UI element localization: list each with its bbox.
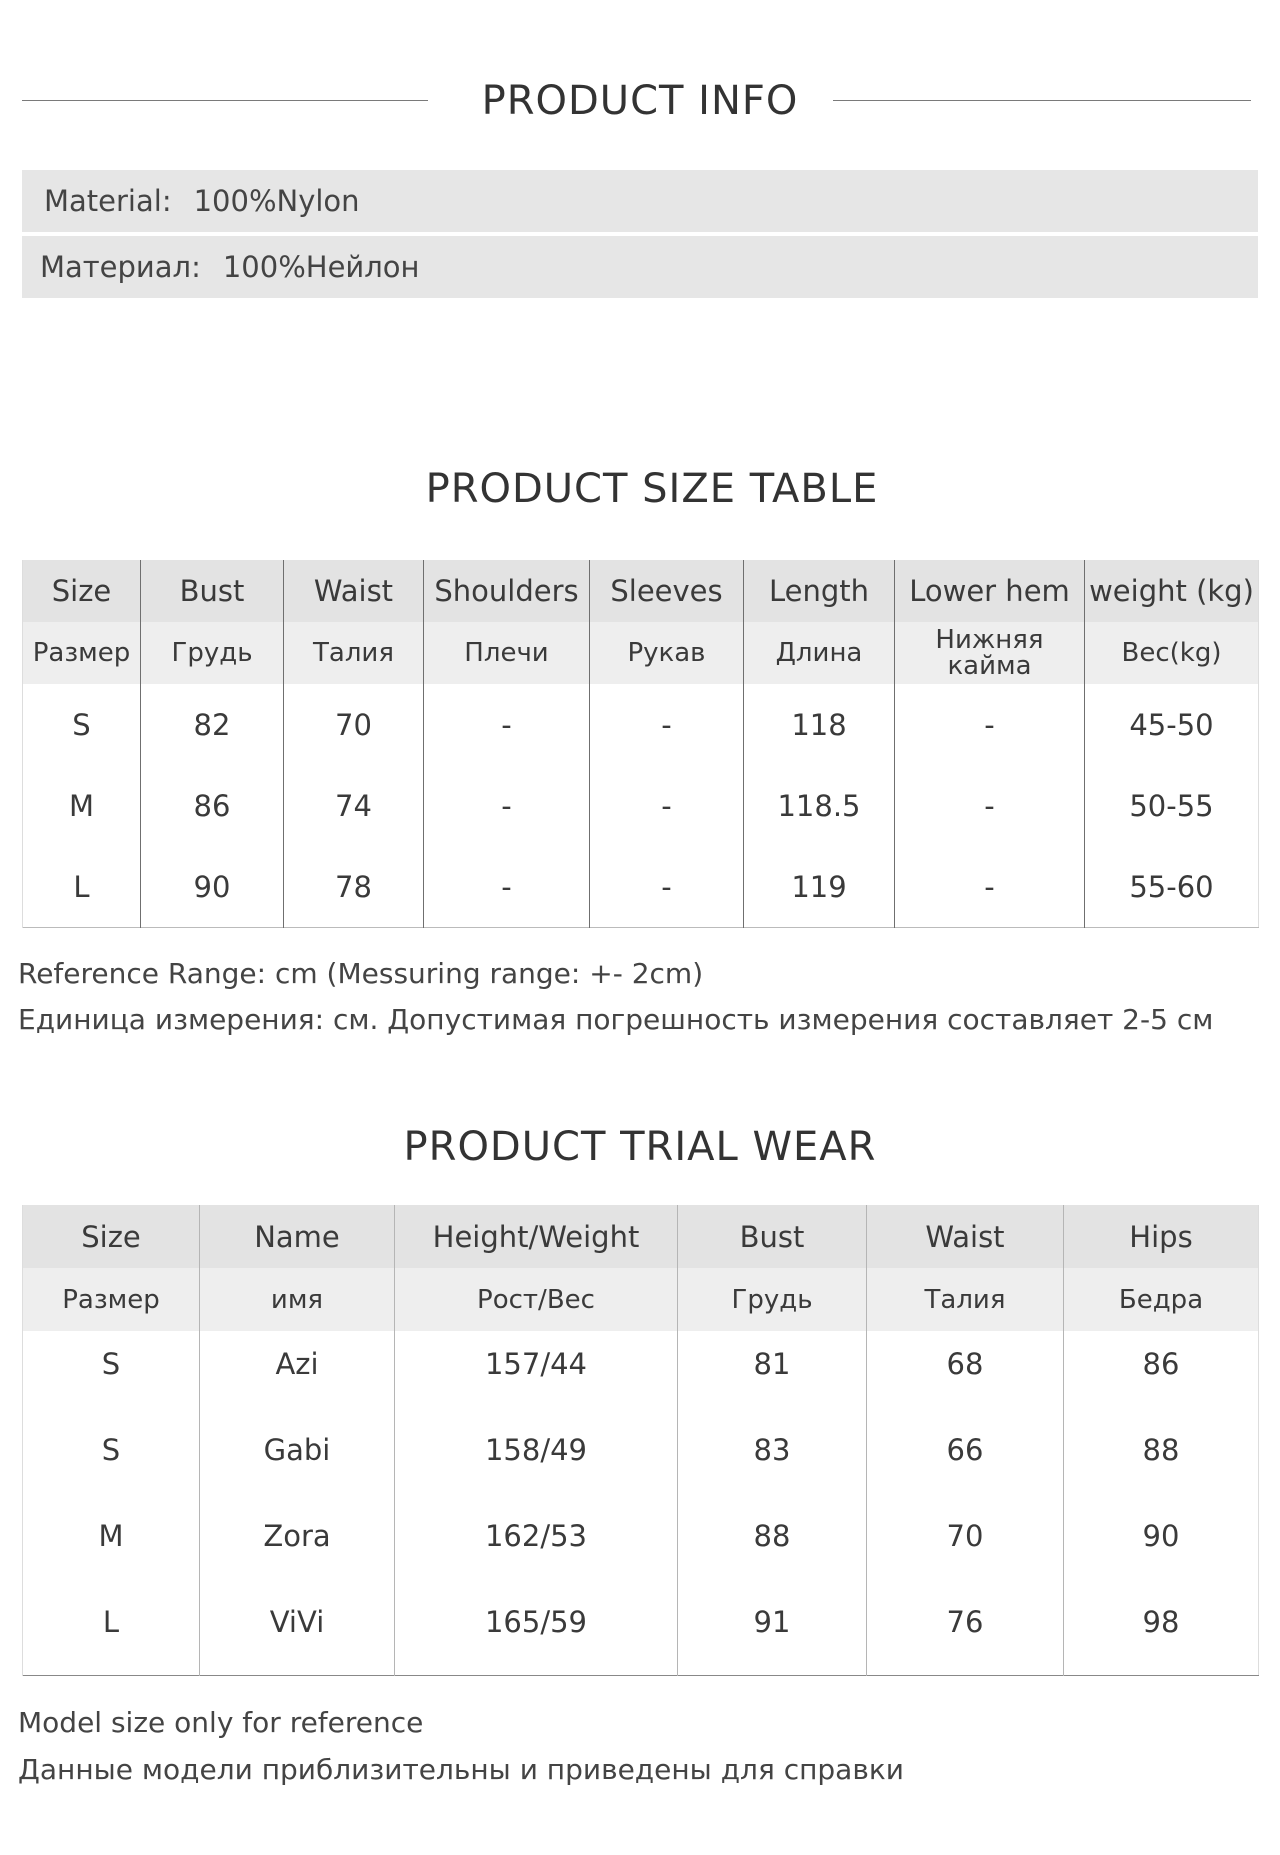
table-cell: 70 — [867, 1503, 1064, 1589]
table-cell: 118.5 — [744, 765, 895, 846]
header-cell: Вес(kg) — [1085, 622, 1259, 684]
header-cell: Нижняя кайма — [895, 622, 1085, 684]
trial-table-header-en — [23, 1205, 1259, 1268]
header-cell: Бедра — [1064, 1268, 1259, 1331]
header-cell: Shoulders — [424, 560, 590, 622]
table-cell: 90 — [1064, 1503, 1259, 1589]
header-cell: Грудь — [141, 622, 284, 684]
table-cell: ViVi — [200, 1589, 395, 1675]
table-cell: 86 — [1064, 1331, 1259, 1417]
trial-note-ru: Данные модели приблизительны и приведены для справки — [18, 1753, 904, 1786]
table-cell: - — [895, 765, 1085, 846]
header-cell: имя — [200, 1268, 395, 1331]
table-cell: 118 — [744, 684, 895, 765]
table-cell: 70 — [284, 684, 424, 765]
table-cell: S — [23, 1331, 200, 1417]
header-cell: Длина — [744, 622, 895, 684]
header-cell: Size — [23, 560, 141, 622]
table-row — [23, 765, 1259, 846]
table-cell: 158/49 — [395, 1417, 678, 1503]
header-cell: Рост/Вес — [395, 1268, 678, 1331]
table-row — [23, 1331, 1259, 1417]
table-cell: L — [23, 846, 141, 928]
header-cell: Bust — [678, 1205, 867, 1268]
table-cell: - — [590, 846, 744, 928]
table-cell: 76 — [867, 1589, 1064, 1675]
trial-wear-table — [22, 1205, 1259, 1676]
table-cell: 162/53 — [395, 1503, 678, 1589]
table-cell: 88 — [678, 1503, 867, 1589]
size-table — [22, 560, 1259, 928]
header-cell: Талия — [284, 622, 424, 684]
trial-table-header-ru — [23, 1268, 1259, 1331]
table-cell: 82 — [141, 684, 284, 765]
size-table-header-en — [23, 560, 1259, 622]
table-row — [23, 684, 1259, 765]
material-value: 100%Нейлон — [222, 250, 420, 284]
material-row-ru — [22, 236, 1258, 298]
header-cell: Lower hem — [895, 560, 1085, 622]
material-value: 100%Nylon — [193, 184, 360, 218]
header-cell: Талия — [867, 1268, 1064, 1331]
header-cell: Bust — [141, 560, 284, 622]
table-cell: 90 — [141, 846, 284, 928]
size-table-header-ru — [23, 622, 1259, 684]
table-cell: 165/59 — [395, 1589, 678, 1675]
table-cell: Zora — [200, 1503, 395, 1589]
table-cell: M — [23, 765, 141, 846]
table-row — [23, 1503, 1259, 1589]
material-label: Материал: — [40, 250, 201, 284]
table-cell: S — [23, 1417, 200, 1503]
table-cell: 78 — [284, 846, 424, 928]
table-cell: 45-50 — [1085, 684, 1259, 765]
table-cell: 86 — [141, 765, 284, 846]
table-cell: 66 — [867, 1417, 1064, 1503]
header-cell: Length — [744, 560, 895, 622]
table-cell: - — [590, 684, 744, 765]
size-table-title: PRODUCT SIZE TABLE — [425, 466, 879, 512]
size-note-en: Reference Range: cm (Messuring range: +- 2cm) — [18, 957, 704, 990]
header-cell: Плечи — [424, 622, 590, 684]
header-cell: Size — [23, 1205, 200, 1268]
table-cell: 157/44 — [395, 1331, 678, 1417]
table-cell: L — [23, 1589, 200, 1675]
header-cell: Рукав — [590, 622, 744, 684]
header-cell: Waist — [867, 1205, 1064, 1268]
table-cell: - — [424, 846, 590, 928]
table-cell: 88 — [1064, 1417, 1259, 1503]
size-note-ru: Единица измерения: см. Допустимая погрешность измерения составляет 2-5 см — [18, 1003, 1214, 1036]
header-cell: Грудь — [678, 1268, 867, 1331]
header-cell: Waist — [284, 560, 424, 622]
table-row — [23, 1417, 1259, 1503]
table-cell: 74 — [284, 765, 424, 846]
table-cell: 91 — [678, 1589, 867, 1675]
product-info-title: PRODUCT INFO — [481, 78, 799, 124]
trial-note-en: Model size only for reference — [18, 1706, 424, 1739]
header-cell: Hips — [1064, 1205, 1259, 1268]
table-cell: S — [23, 684, 141, 765]
table-cell: 119 — [744, 846, 895, 928]
header-cell: Height/Weight — [395, 1205, 678, 1268]
table-row — [23, 1589, 1259, 1675]
table-cell: 98 — [1064, 1589, 1259, 1675]
table-cell: 50-55 — [1085, 765, 1259, 846]
header-cell: Размер — [23, 1268, 200, 1331]
table-cell: M — [23, 1503, 200, 1589]
table-cell: - — [424, 765, 590, 846]
header-cell: Размер — [23, 622, 141, 684]
header-cell: Sleeves — [590, 560, 744, 622]
table-cell: - — [424, 684, 590, 765]
table-row — [23, 846, 1259, 928]
table-cell: 83 — [678, 1417, 867, 1503]
table-cell: - — [590, 765, 744, 846]
table-cell: - — [895, 846, 1085, 928]
table-cell: 81 — [678, 1331, 867, 1417]
material-row-en — [22, 170, 1258, 232]
table-cell: 55-60 — [1085, 846, 1259, 928]
header-cell: Name — [200, 1205, 395, 1268]
table-cell: - — [895, 684, 1085, 765]
table-cell: Gabi — [200, 1417, 395, 1503]
material-label: Material: — [44, 184, 172, 218]
header-cell: weight (kg) — [1085, 560, 1259, 622]
table-cell: 68 — [867, 1331, 1064, 1417]
table-cell: Azi — [200, 1331, 395, 1417]
trial-wear-title: PRODUCT TRIAL WEAR — [403, 1124, 877, 1170]
